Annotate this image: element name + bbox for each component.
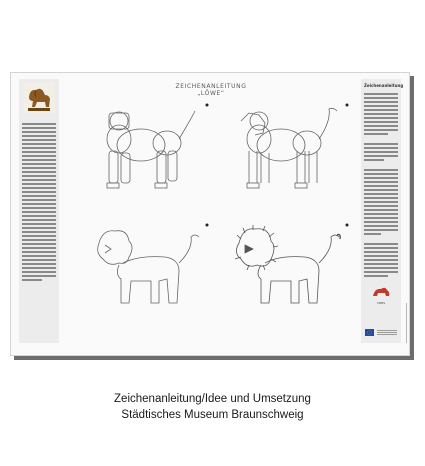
caption-line-1: Zeichenanleitung/Idee und Umsetzung: [114, 393, 311, 405]
funding-text: [377, 330, 397, 336]
instructions-heading: Zeichenanleitung: [364, 83, 404, 88]
sheet-title: ZEICHENANLEITUNG: [175, 83, 247, 90]
step-3-contour: [79, 219, 215, 327]
left-text-block-1: [22, 123, 56, 283]
vertical-credit-line: [405, 303, 409, 343]
instructions-text-4: [364, 243, 398, 279]
museum-logo-text: SMBS: [376, 301, 386, 305]
step-2-outline: [219, 99, 355, 207]
instructions-text-1: [364, 93, 398, 137]
left-info-column: [19, 79, 59, 343]
right-instructions-column: [361, 79, 404, 343]
drawing-guide-sheet: [10, 72, 410, 356]
instructions-text-3: [364, 169, 398, 237]
caption-line-2: Städtisches Museum Braunschweig: [121, 409, 304, 421]
instructions-text-2: [364, 143, 398, 163]
step-1-basic-shapes: [79, 99, 215, 207]
sheet-subtitle: „LÖWE“: [197, 90, 225, 97]
step-4-finished-lion: [219, 219, 355, 327]
eu-flag-icon: [365, 329, 374, 336]
museum-logo-icon: [371, 284, 391, 300]
